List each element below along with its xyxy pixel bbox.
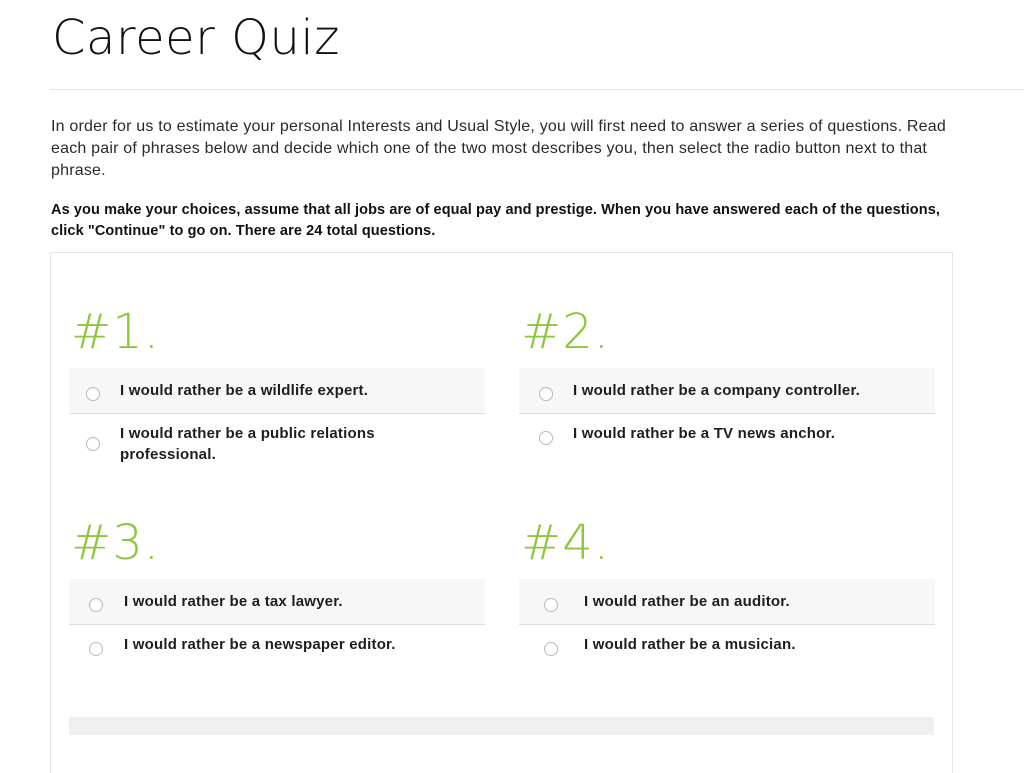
answer-option[interactable] [69, 414, 485, 474]
question-number: #3. [71, 515, 161, 571]
answer-option[interactable] [69, 625, 485, 671]
answer-option[interactable] [519, 368, 935, 414]
answer-option[interactable] [519, 625, 935, 671]
option-label: I would rather be a musician. [584, 636, 796, 653]
question-number: #4. [521, 515, 611, 571]
option-label: I would rather be an auditor. [584, 593, 790, 610]
continue-bar [69, 717, 934, 735]
option-label: I would rather be a public relations professional. [120, 425, 375, 463]
instructions-text: As you make your choices, assume that all jobs are of equal pay and prestige. When you have answered each of the questions, click "Continue" to go on. There are 24 total questions. [51, 202, 940, 239]
radio-button[interactable] [539, 387, 553, 401]
option-label: I would rather be a TV news anchor. [573, 425, 836, 442]
option-label: I would rather be a tax lawyer. [124, 593, 343, 610]
page-title: Career Quiz [52, 10, 340, 66]
intro-text: In order for us to estimate your personal Interests and Usual Style, you will first need to answer a series of questions. Read each pair of phrases below and decide which one of the two most describes you, then select the radio button next to that phrase. [51, 118, 946, 179]
title-divider [50, 89, 1024, 90]
answer-option[interactable] [69, 368, 485, 414]
question-3 [69, 515, 485, 671]
radio-button[interactable] [539, 431, 553, 445]
radio-button[interactable] [89, 642, 103, 656]
question-4 [519, 515, 935, 671]
question-number: #1. [71, 304, 161, 360]
radio-button[interactable] [86, 387, 100, 401]
answer-option[interactable] [519, 579, 935, 625]
option-label: I would rather be a newspaper editor. [124, 636, 396, 653]
radio-button[interactable] [544, 642, 558, 656]
answer-option[interactable] [519, 414, 935, 460]
option-label: I would rather be a company controller. [573, 382, 861, 399]
radio-button[interactable] [89, 598, 103, 612]
question-2 [519, 304, 935, 460]
radio-button[interactable] [86, 437, 100, 451]
radio-button[interactable] [544, 598, 558, 612]
question-1 [69, 304, 485, 474]
option-label: I would rather be a wildlife expert. [120, 382, 369, 399]
question-number: #2. [521, 304, 611, 360]
answer-option[interactable] [69, 579, 485, 625]
